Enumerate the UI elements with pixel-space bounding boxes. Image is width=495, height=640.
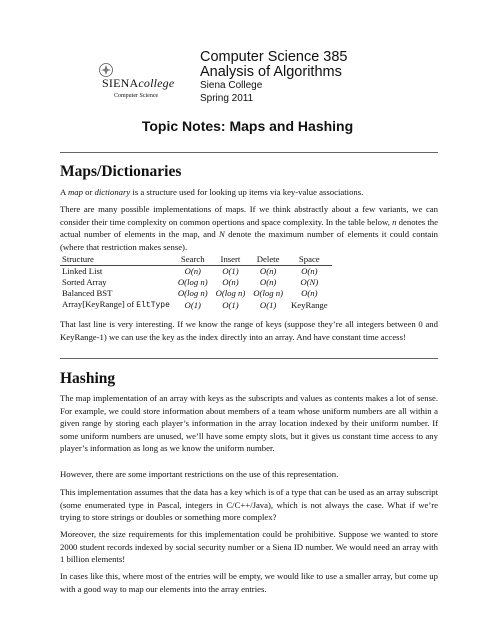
divider [60,152,438,153]
after-table-paragraph: That last line is very interesting. If we know the range of keys (suppose they’re all integers between 0 and KeyRange-1) we can use the key as the index directly into an array. And have constant time access! [60,319,438,342]
table-cell: O(log n) [177,277,208,287]
table-cell: Sorted Array [62,277,107,287]
table-cell: O(1) [184,299,201,310]
table-row [60,266,332,278]
table-cell: KeyRange [290,299,328,310]
table-cell: O(1) [259,299,277,310]
table-cell: Linked List [62,266,103,276]
column-header: Search [180,254,205,264]
table-cell: O(1) [222,266,239,276]
maps-intro-paragraph: A map or dictionary is a structure used for looking up items via key-value associations. [60,187,364,197]
table-cell: O(log n) [215,288,246,298]
table-cell: O(log n) [177,288,208,298]
section-heading-maps: Maps/Dictionaries [60,163,182,180]
hashing-paragraph: The map implementation of an array with keys as the subscripts and values as contents makes a lot of sense. For example, we could store information about members of a team whose uniform numbers are all within a given range by storing each player’s information in the array location indexed by their uniform number. If some uniform numbers are unused, we’ll have some empty slots, but it gives us constant time access to any player’s information as long as we know the uniform number. [60,393,438,453]
complexity-table [60,254,332,311]
hashing-paragraph: In cases like this, where most of the entries will be empty, we would like to use a smaller array, but come up with a good way to map our elements into the array entries. [60,571,438,594]
topic-title: Topic Notes: Maps and Hashing [141,118,354,134]
course-number: Computer Science 385 [200,49,348,65]
table-cell: Array[KeyRange] of EltType [62,299,170,310]
hashing-paragraph: However, there are some important restrictions on the use of this representation. [60,469,339,479]
logo-subtitle: Computer Science [114,93,159,99]
table-cell: O(n) [301,266,318,276]
section-heading-hashing: Hashing [60,370,116,387]
course-title: Analysis of Algorithms [200,64,342,81]
table-row [60,288,332,299]
column-header: Delete [256,254,280,264]
logo-wordmark: SIENAcollege [102,76,175,90]
course-header [200,50,348,105]
maps-complexity-paragraph: There are many possible implementations of maps. If we think abstractly about a few variants, we can consider their time complexity on common opertions and space complexity. In the table below, n denotes the actual number of elements in the map, and N denote the maximum number of elements it could contain (where that restriction makes sense). [60,204,438,252]
divider [60,358,438,359]
term: Spring 2011 [200,92,254,104]
siena-college-logo [92,62,184,106]
column-header: Space [298,254,320,264]
table-cell: O(log n) [253,288,283,298]
table-cell: O(N) [300,277,319,287]
table-header-row [60,254,332,266]
hashing-paragraph: Moreover, the size requirements for this implementation could be prohibitive. Suppose we wanted to store 2000 student records indexed by social security number or a Siena ID number. We would need an array with 1 billion elements! [60,529,438,564]
column-header: Insert [220,254,241,264]
column-header: Structure [62,254,94,264]
table-cell: O(n) [259,277,277,287]
hashing-paragraph: This implementation assumes that the data has a key which is of a type that can be used as an array subscript (some enumerated type in Pascal, integers in C/C++/Java), which is not always the case. What if we’re trying to store strings or doubles or something more complex? [60,487,438,522]
table-cell: O(n) [184,266,201,276]
school-name: Siena College [200,80,263,92]
table-cell: O(n) [259,266,277,276]
table-cell: O(n) [301,288,318,298]
table-cell: O(1) [222,299,239,310]
table-cell: Balanced BST [62,288,113,298]
table-row [60,299,332,311]
table-row [60,277,332,288]
table-cell: O(n) [222,277,239,287]
